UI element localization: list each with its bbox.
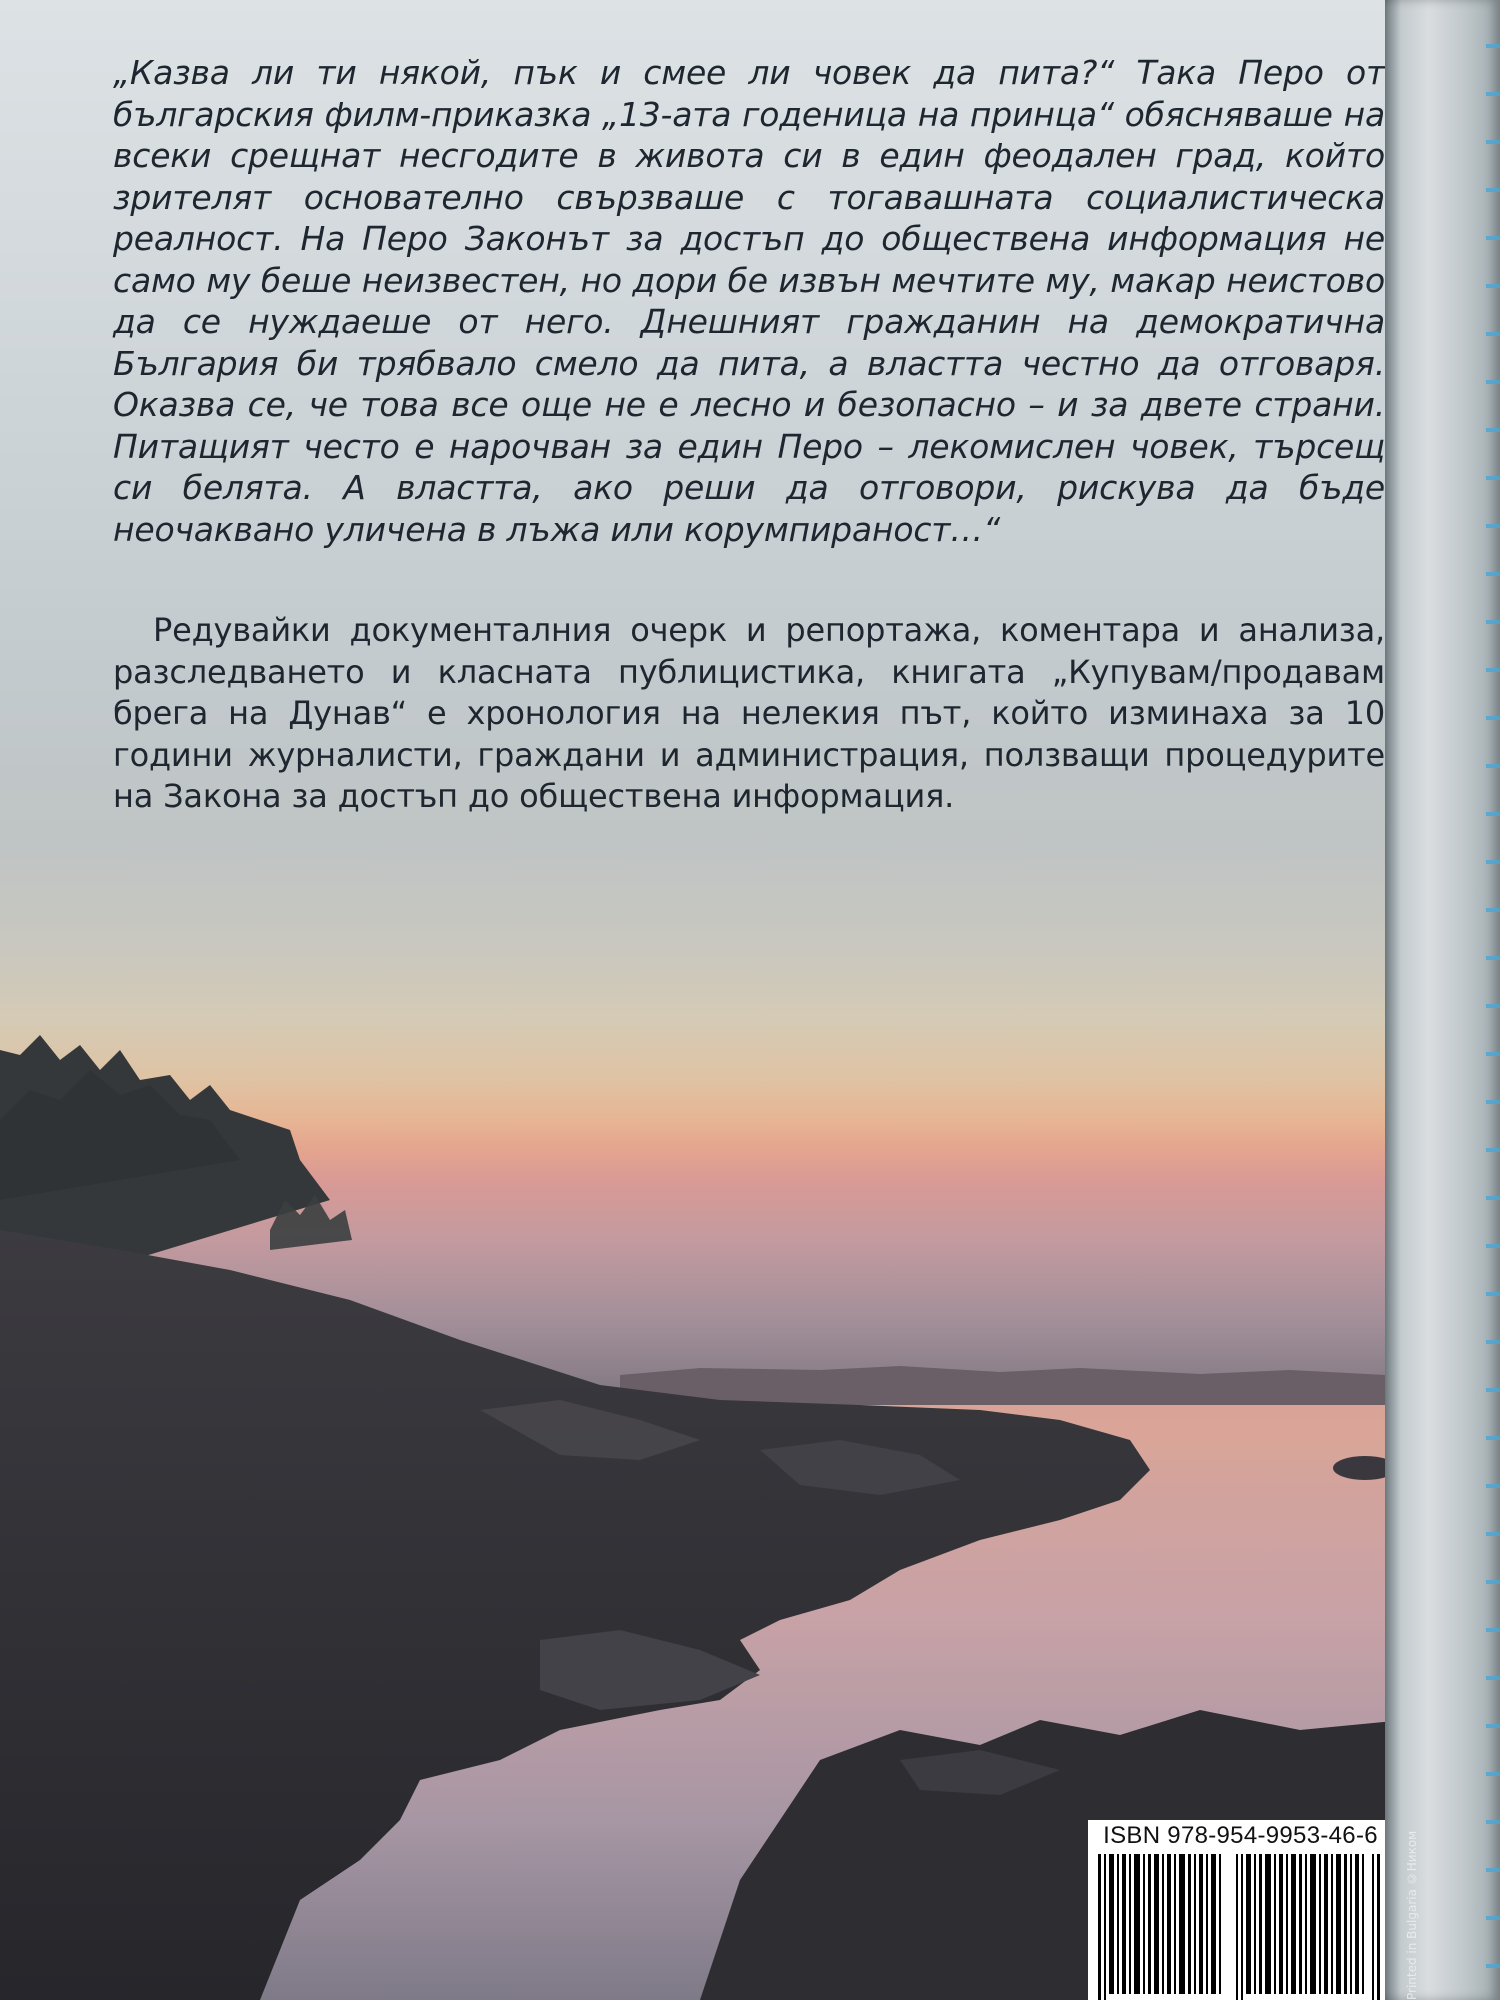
isbn-barcode-label <box>1088 1820 1393 2000</box>
background-ruler-marks <box>1486 0 1500 2000</box>
barcode <box>1096 1854 1386 2000</box>
printer-imprint: Printed in Bulgaria ©Ником <box>1405 1830 1419 2000</box>
back-cover-text <box>113 52 1385 818</box>
book-spine-edge <box>1385 0 1500 2000</box>
isbn-number: ISBN 978-954-9953-46-6 <box>1103 1822 1378 1849</box>
description-paragraph: Редувайки документалния очерк и репортажа, коментара и анализа, разследването и класната публицистика, книгата „Купувам/продавам брега на Дунав“ е хронология на нелекия път, който изминаха за 10 години журналисти, граждани и администрация, ползващи процедурите на Закона за достъп до обществена информация. <box>113 611 1385 815</box>
quote-paragraph: „Казва ли ти някой, пък и смее ли човек да пита?“ Така Перо от българския филм-приказка „13-ата годеница на принца“ обясняваше на всеки срещнат несгодите в живота си в един феодален град, който зрителят основателно свързваше с тогавашната социалистическа реалност. На Перо Законът за достъп до обществена информация не само му беше неизвестен, но дори бе извън мечтите му, макар неистово да се нуждаеше от него. Днешният гражданин на демократична България би трябвало смело да пита, а властта честно да отговаря. Оказва се, че това все още не е лесно и безопасно – и за двете страни. Питащият често е нарочван за един Перо – лекомислен човек, търсещ си белята. А властта, ако реши да отговори, рискува да бъде неочаквано уличена в лъжа или корумпираност…“ <box>113 53 1385 549</box>
